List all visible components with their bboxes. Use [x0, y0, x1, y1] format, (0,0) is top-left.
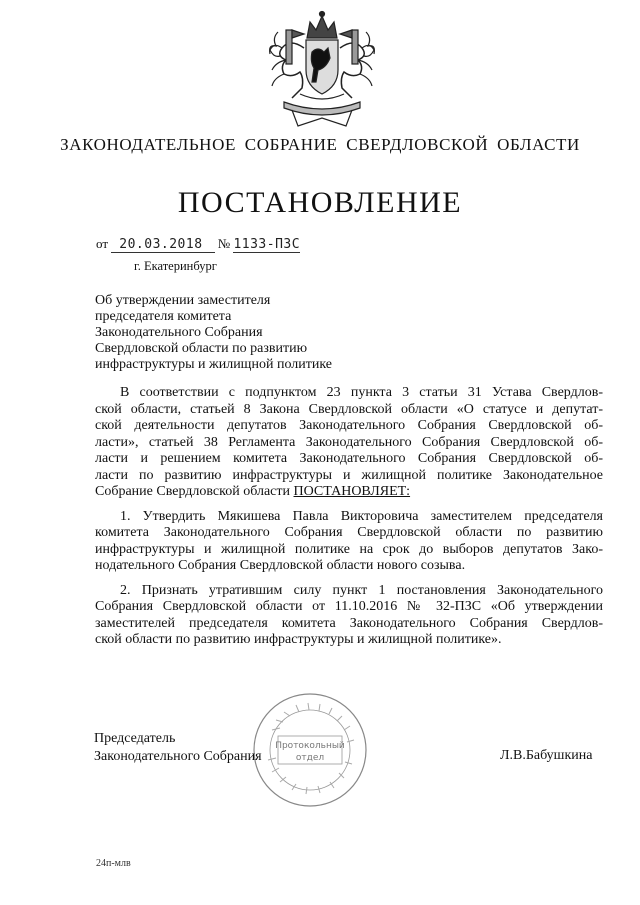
footer-code: 24п-млв [96, 858, 131, 869]
signatory-position [94, 730, 262, 766]
body-line: В соответствии с подпунктом 23 пункта 3 статьи 31 Устава Свердлов- [120, 385, 603, 400]
subject-line: Свердловской области по развитию [95, 341, 308, 356]
body-line: 1. Утвердить Мякишева Павла Викторовича заместителем председателя [120, 508, 603, 524]
official-stamp [250, 690, 370, 810]
body-line: инфраструктуры и жилищной политике на срок до выборов депутатов Зако- [95, 541, 603, 557]
body-line: ласти и решением комитета Законодательного Собрания Свердловской об- [95, 451, 603, 466]
body-line: заместителей председателя комитета Законодательного Собрания Свердлов- [95, 615, 603, 631]
body-line: нодательного Собрания Свердловской области нового созыва. [95, 558, 466, 573]
subject-line: Законодательного Собрания [95, 325, 263, 340]
document-body [95, 385, 603, 657]
signatory-position-line-2: Законодательного Собрания [94, 749, 262, 764]
document-number: 1133-ПЗС [233, 237, 301, 252]
body-line: комитета Законодательного Собрания Свердловской области по развитию [95, 525, 603, 540]
body-line: 2. Признать утратившим силу пункт 1 постановления Законодательного [120, 582, 603, 598]
subject-line: инфраструктуры и жилищной политике [95, 357, 333, 372]
date-number-line [96, 236, 300, 253]
organization-title: ЗАКОНОДАТЕЛЬНОЕ СОБРАНИЕ СВЕРДЛОВСКОЙ ОБЛАСТИ [60, 135, 580, 154]
item-1-paragraph [95, 509, 603, 575]
body-line [95, 484, 603, 501]
body-line: ской области по развитию инфраструктуры и жилищной политике». [95, 632, 502, 647]
subject-line: Об утверждении заместителя [95, 293, 271, 308]
coat-of-arms-emblem [262, 8, 382, 132]
body-line: ласти по развитию инфраструктуры и жилищной политике Законодательное [95, 467, 603, 483]
date-underline-right [203, 238, 215, 253]
document-date: 20.03.2018 [119, 237, 203, 252]
body-line: Собрания Свердловской области от 11.10.2016 № 32-ПЗС «Об утверждении [95, 599, 603, 614]
item-2-paragraph [95, 583, 603, 649]
stamp-text-line-2: отдел [295, 753, 325, 763]
subject-line: председателя комитета [95, 309, 232, 324]
body-line: ской деятельности депутатов Законодательного Собрания Свердловской об- [95, 418, 603, 433]
number-label: № [217, 236, 231, 251]
preamble-last-text: Собрание Свердловской области [95, 484, 291, 499]
subject-block [95, 293, 395, 373]
signatory-position-line-1: Председатель [94, 731, 176, 746]
stamp-text-line-1: Протокольный [275, 741, 345, 751]
document-type-title: ПОСТАНОВЛЕНИЕ [177, 186, 463, 219]
resolves-keyword: ПОСТАНОВЛЯЕТ: [293, 484, 411, 499]
body-line: ской области, статьей 8 Закона Свердловской области «О статусе и депутат- [95, 401, 603, 417]
body-line: ласти», статьей 38 Регламента Законодательного Собрания Свердловской об- [95, 434, 603, 450]
city-line: г. Екатеринбург [134, 259, 217, 273]
signatory-name: Л.В.Бабушкина [500, 748, 593, 763]
preamble-paragraph [95, 385, 603, 501]
date-prefix-label: от [96, 236, 109, 251]
